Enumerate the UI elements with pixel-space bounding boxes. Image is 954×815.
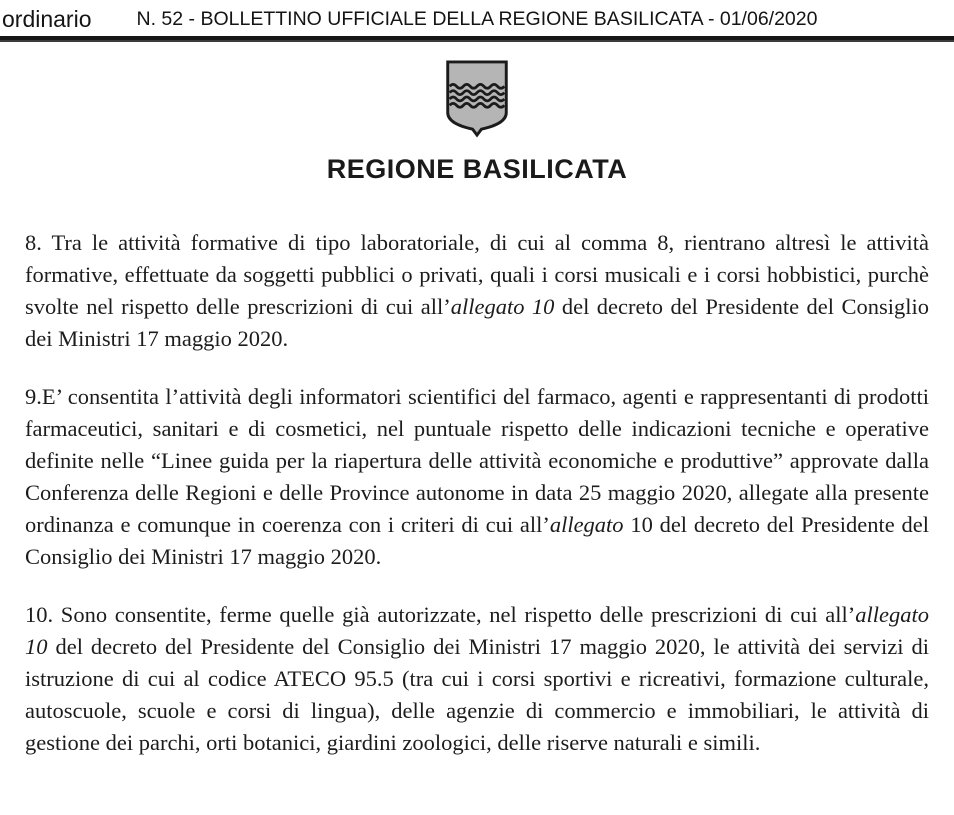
paragraph-10: [25, 599, 929, 759]
document-body: [25, 227, 929, 759]
header-center-label: N. 52 - BOLLETTINO UFFICIALE DELLA REGIONE BASILICATA - 01/06/2020: [136, 8, 818, 30]
paragraph-10-text-2: del decreto del Presidente del Consiglio dei Ministri 17 maggio 2020, le attività dei servizi di istruzione di cui al codice ATECO 95.5 (tra cui i corsi sportivi e ricreativi, formazione culturale, autoscuole, scuole e corsi di lingua), delle agenzie di commercio e immobiliari, le attività di gestione dei parchi, orti botanici, giardini zoologici, delle riserve naturali e simili.: [25, 634, 929, 755]
basilicata-coat-of-arms-icon: [442, 58, 512, 138]
paragraph-9-italic-allegato: allegato: [549, 512, 624, 537]
paragraph-8: [25, 227, 929, 355]
paragraph-9-text-2: 10 del decreto del Presidente del Consiglio dei Ministri 17 maggio 2020.: [25, 512, 929, 569]
paragraph-10-text-1: 10. Sono consentite, ferme quelle già autorizzate, nel rispetto delle prescrizioni di cui all’: [25, 602, 856, 627]
region-title: REGIONE BASILICATA: [326, 154, 628, 184]
paragraph-8-text-1: 8. Tra le attività formative di tipo laboratoriale, di cui al comma 8, rientrano altresì le attività formative, effettuate da soggetti pubblici o privati, quali i corsi musicali e i corsi hobbistici, purchè svolte nel rispetto delle prescrizioni di cui all’: [25, 230, 929, 319]
header-left-label: ordinario: [2, 6, 92, 32]
paragraph-8-text-2: del decreto del Presidente del Consiglio dei Ministri 17 maggio 2020.: [25, 294, 929, 351]
paragraph-9-text-1: 9.E’ consentita l’attività degli informatori scientifici del farmaco, agenti e rappresentanti di prodotti farmaceutici, sanitari e di cosmetici, nel puntuale rispetto delle indicazioni tecniche e operative definite nelle “Linee guida per la riapertura delle attività economiche e produttive” approvate dalla Conferenza delle Regioni e delle Province autonome in data 25 maggio 2020, allegate alla presente ordinanza e comunque in coerenza con i criteri di cui all’: [25, 384, 929, 537]
masthead: [0, 58, 954, 185]
paragraph-9: [25, 381, 929, 573]
page-header: [0, 0, 954, 36]
paragraph-10-italic-allegato: allegato 10: [25, 602, 929, 659]
paragraph-8-italic-allegato: allegato 10: [450, 294, 555, 319]
header-divider-rule: [0, 36, 954, 42]
